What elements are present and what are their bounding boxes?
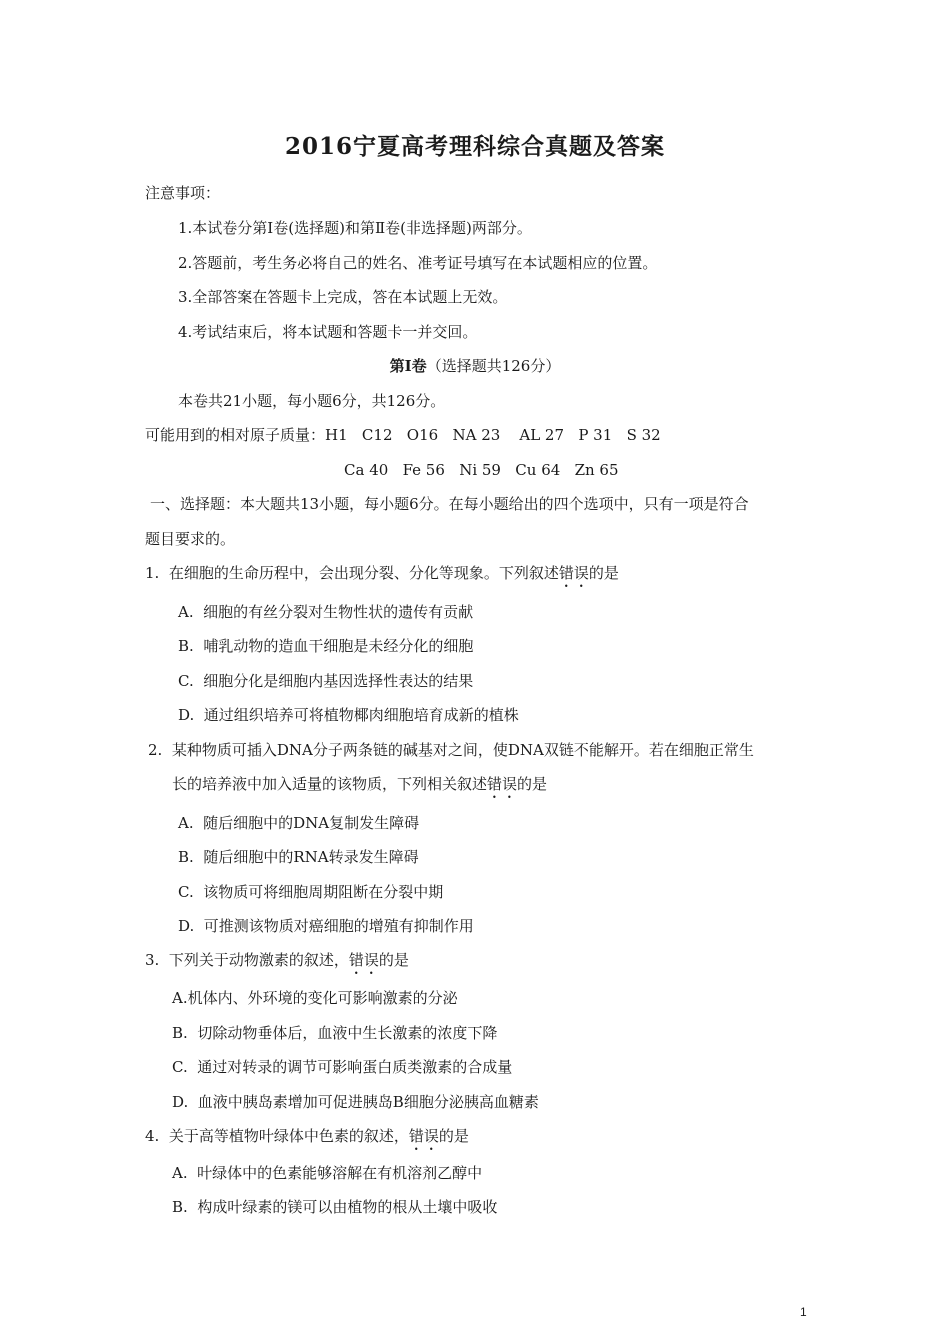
document-title: 2016宁夏高考理科综合真题及答案 bbox=[284, 133, 665, 160]
section-intro-continued: 题目要求的。 bbox=[145, 530, 236, 548]
section-heading-label: 第Ⅰ卷 bbox=[389, 357, 427, 375]
emphasis-word: 错误 bbox=[558, 564, 589, 582]
section-heading-detail: （选择题共126分） bbox=[426, 357, 561, 375]
question-1-option-c: C. 细胞分化是细胞内基因选择性表达的结果 bbox=[178, 672, 474, 690]
notice-item: 4.考试结束后，将本试题和答题卡一并交回。 bbox=[178, 323, 478, 341]
section-summary: 本卷共21小题，每小题6分，共126分。 bbox=[178, 392, 446, 410]
question-2-option-b: B. 随后细胞中的RNA转录发生障碍 bbox=[178, 848, 419, 866]
question-4-option-b: B. 构成叶绿素的镁可以由植物的根从土壤中吸收 bbox=[172, 1198, 498, 1216]
stem-text: 1. 在细胞的生命历程中，会出现分裂、分化等现象。下列叙述 bbox=[145, 564, 559, 582]
stem-text-end: 的是 bbox=[438, 1127, 469, 1145]
question-3-option-b: B. 切除动物垂体后，血液中生长激素的浓度下降 bbox=[172, 1024, 498, 1042]
question-3-option-c: C. 通过对转录的调节可影响蛋白质类激素的合成量 bbox=[172, 1058, 513, 1076]
notice-item: 1.本试卷分第Ⅰ卷(选择题)和第Ⅱ卷(非选择题)两部分。 bbox=[178, 219, 532, 237]
emphasis-word: 错误 bbox=[487, 775, 518, 793]
notice-item: 3.全部答案在答题卡上完成，答在本试题上无效。 bbox=[178, 288, 508, 306]
stem-text-end: 的是 bbox=[378, 951, 409, 969]
atomic-masses-continued: Ca 40 Fe 56 Ni 59 Cu 64 Zn 65 bbox=[344, 461, 619, 479]
emphasis-word: 错误 bbox=[408, 1127, 439, 1145]
question-3-stem bbox=[145, 950, 409, 978]
question-1-stem bbox=[145, 563, 619, 591]
question-2-option-d: D. 可推测该物质对癌细胞的增殖有抑制作用 bbox=[178, 917, 474, 935]
question-4-stem bbox=[145, 1126, 469, 1154]
question-1-option-a: A. 细胞的有丝分裂对生物性状的遗传有贡献 bbox=[178, 603, 474, 621]
stem-text: 4. 关于高等植物叶绿体中色素的叙述， bbox=[145, 1127, 409, 1145]
question-1-option-d: D. 通过组织培养可将植物椰肉细胞培育成新的植株 bbox=[178, 706, 519, 724]
notice-item: 2.答题前，考生务必将自己的姓名、准考证号填写在本试题相应的位置。 bbox=[178, 254, 658, 272]
stem-text: 长的培养液中加入适量的该物质，下列相关叙述 bbox=[172, 775, 488, 793]
section-heading bbox=[0, 356, 950, 376]
atomic-masses: 可能用到的相对原子质量：H1 C12 O16 NA 23 AL 27 P 31 S 32 bbox=[145, 426, 661, 444]
stem-text-end: 的是 bbox=[588, 564, 619, 582]
section-intro: 一、选择题：本大题共13小题，每小题6分。在每小题给出的四个选项中，只有一项是符合 bbox=[150, 495, 749, 513]
page-number: 1 bbox=[800, 1305, 807, 1319]
question-2-stem: 2. 某种物质可插入DNA分子两条链的碱基对之间，使DNA双链不能解开。若在细胞正常生 bbox=[148, 741, 754, 759]
question-3-option-d: D. 血液中胰岛素增加可促进胰岛B细胞分泌胰高血糖素 bbox=[172, 1093, 539, 1111]
stem-text-end: 的是 bbox=[517, 775, 548, 793]
question-2-option-c: C. 该物质可将细胞周期阻断在分裂中期 bbox=[178, 883, 444, 901]
question-2-stem-continued bbox=[172, 774, 547, 802]
question-1-option-b: B. 哺乳动物的造血干细胞是未经分化的细胞 bbox=[178, 637, 474, 655]
notice-heading: 注意事项： bbox=[145, 184, 221, 202]
question-3-option-a: A.机体内、外环境的变化可影响激素的分泌 bbox=[172, 989, 458, 1007]
stem-text: 3. 下列关于动物激素的叙述， bbox=[145, 951, 349, 969]
question-2-option-a: A. 随后细胞中的DNA复制发生障碍 bbox=[178, 814, 420, 832]
question-4-option-a: A. 叶绿体中的色素能够溶解在有机溶剂乙醇中 bbox=[172, 1164, 483, 1182]
emphasis-word: 错误 bbox=[348, 951, 379, 969]
